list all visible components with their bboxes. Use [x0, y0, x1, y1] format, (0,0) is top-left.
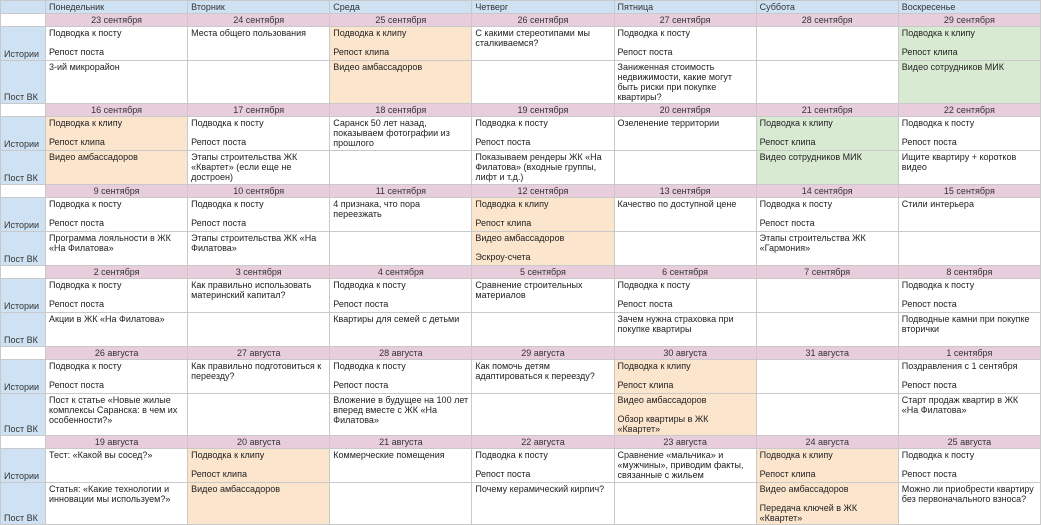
cell-gap: [191, 209, 326, 218]
stories-row: [1, 27, 1041, 61]
date-row-label[interactable]: [1, 14, 46, 27]
date-cell[interactable]: 4 сентября: [330, 266, 472, 279]
plan-cell[interactable]: [756, 313, 898, 347]
cell-gap: [191, 460, 326, 469]
cell-gap: [902, 460, 1037, 469]
cell-gap: [902, 38, 1037, 47]
cell-line-2: Репост поста: [475, 469, 531, 479]
cell-line-1: 3-ий микрорайон: [49, 62, 120, 72]
cell-line-1: Этапы строительства ЖК «Гармония»: [759, 233, 869, 253]
cell-line-1: Подводка к клипу: [759, 450, 833, 460]
date-cell[interactable]: 27 августа: [188, 347, 330, 360]
date-row: [1, 14, 1041, 27]
cell-line-1: Видео амбассадоров: [759, 484, 849, 494]
row-label-vk[interactable]: Пост ВК: [1, 313, 46, 347]
vk-post-row: [1, 232, 1041, 266]
cell-line-2: Репост клипа: [191, 469, 247, 479]
cell-gap: [333, 38, 468, 47]
plan-cell[interactable]: [330, 483, 472, 525]
cell-gap: [618, 38, 753, 47]
row-label-vk[interactable]: Пост ВК: [1, 61, 46, 104]
cell-line-2: Репост клипа: [333, 47, 390, 57]
cell-line-1: Подводка к посту: [49, 280, 122, 290]
row-label-stories[interactable]: Истории: [1, 198, 46, 232]
cell-line-2: Репост клипа: [617, 380, 674, 390]
vk-post-row: [1, 151, 1041, 185]
date-cell[interactable]: 15 сентября: [898, 185, 1040, 198]
plan-cell[interactable]: [898, 198, 1040, 232]
plan-cell[interactable]: [614, 232, 756, 266]
cell-line-2: Репост поста: [49, 380, 105, 390]
date-cell[interactable]: 10 сентября: [188, 185, 330, 198]
cell-gap: [618, 371, 753, 380]
cell-line-2: Репост поста: [191, 218, 247, 228]
date-cell[interactable]: 20 августа: [188, 436, 330, 449]
date-cell[interactable]: 18 сентября: [330, 104, 472, 117]
date-cell[interactable]: 16 сентября: [46, 104, 188, 117]
cell-line-1: Как правильно использовать материнский капитал?: [191, 280, 314, 300]
cell-line-1: Подводка к посту: [475, 118, 548, 128]
plan-cell[interactable]: [330, 27, 472, 61]
date-cell[interactable]: 25 сентября: [330, 14, 472, 27]
plan-cell[interactable]: [472, 151, 614, 185]
plan-cell[interactable]: [614, 449, 756, 483]
plan-cell[interactable]: [46, 61, 188, 104]
cell-line-1: Видео сотрудников МИК: [901, 62, 1004, 72]
cell-line-2: Репост поста: [333, 299, 389, 309]
cell-line-2: Репост клипа: [901, 47, 958, 57]
plan-cell[interactable]: [614, 27, 756, 61]
date-row: [1, 266, 1041, 279]
cell-line-1: Подводка к клипу: [475, 199, 549, 209]
cell-gap: [49, 38, 184, 47]
date-row-label[interactable]: [1, 436, 46, 449]
plan-cell[interactable]: [472, 449, 614, 483]
cell-line-2: Репост поста: [901, 137, 957, 147]
plan-cell[interactable]: [188, 117, 330, 151]
cell-line-1: Подводка к посту: [759, 199, 833, 209]
cell-line-2: Репост поста: [191, 137, 247, 147]
cell-gap: [475, 243, 610, 252]
cell-gap: [49, 209, 184, 218]
plan-cell[interactable]: [472, 117, 614, 151]
plan-cell[interactable]: [614, 360, 756, 394]
corner-cell[interactable]: [1, 1, 46, 14]
row-label-stories[interactable]: Истории: [1, 449, 46, 483]
cell-line-2: Репост поста: [49, 47, 105, 57]
plan-cell[interactable]: [756, 360, 898, 394]
plan-cell[interactable]: [898, 360, 1040, 394]
plan-cell[interactable]: [756, 449, 898, 483]
date-cell[interactable]: 1 сентября: [898, 347, 1040, 360]
date-cell[interactable]: 9 сентября: [46, 185, 188, 198]
plan-cell[interactable]: [756, 151, 898, 185]
plan-cell[interactable]: [898, 117, 1040, 151]
plan-cell[interactable]: [756, 232, 898, 266]
date-row: [1, 104, 1041, 117]
cell-line-1: Сравнение строительных материалов: [475, 280, 585, 300]
row-label-vk[interactable]: Пост ВК: [1, 483, 46, 525]
cell-gap: [333, 371, 468, 380]
plan-cell[interactable]: [188, 449, 330, 483]
cell-line-1: Подводка к посту: [49, 28, 122, 38]
date-row-label[interactable]: [1, 185, 46, 198]
cell-gap: [902, 128, 1037, 137]
row-label-stories[interactable]: Истории: [1, 360, 46, 394]
row-label-vk[interactable]: Пост ВК: [1, 232, 46, 266]
plan-cell[interactable]: [46, 151, 188, 185]
plan-cell[interactable]: [898, 279, 1040, 313]
row-label-stories[interactable]: Истории: [1, 117, 46, 151]
date-cell[interactable]: 5 сентября: [472, 266, 614, 279]
cell-line-1: Подводка к посту: [333, 361, 406, 371]
date-row-label[interactable]: [1, 347, 46, 360]
weekday-header[interactable]: Вторник: [188, 1, 330, 14]
plan-cell[interactable]: [188, 61, 330, 104]
plan-cell[interactable]: [472, 27, 614, 61]
cell-line-1: Квартиры для семей с детьми: [333, 314, 460, 324]
date-cell[interactable]: 27 сентября: [614, 14, 756, 27]
date-cell[interactable]: 17 сентября: [188, 104, 330, 117]
cell-line-1: Качество по доступной цене: [617, 199, 737, 209]
cell-line-1: Почему керамический кирпич?: [475, 484, 605, 494]
cell-line-1: Поздравления с 1 сентября: [901, 361, 1018, 371]
plan-cell[interactable]: [472, 232, 614, 266]
cell-gap: [618, 290, 753, 299]
plan-cell[interactable]: [614, 151, 756, 185]
plan-cell[interactable]: [46, 483, 188, 525]
cell-gap: [475, 209, 610, 218]
cell-line-1: Подводка к клипу: [333, 28, 407, 38]
cell-line-1: Зачем нужна страховка при покупке квартиры: [617, 314, 737, 334]
stories-row: [1, 449, 1041, 483]
cell-gap: [760, 460, 895, 469]
plan-cell[interactable]: [472, 360, 614, 394]
plan-cell[interactable]: [756, 279, 898, 313]
plan-cell[interactable]: [472, 61, 614, 104]
plan-cell[interactable]: [756, 117, 898, 151]
cell-gap: [760, 128, 895, 137]
date-cell[interactable]: 11 сентября: [330, 185, 472, 198]
cell-line-2: Эскроу-счета: [475, 252, 531, 262]
cell-line-2: Репост поста: [617, 299, 673, 309]
plan-cell[interactable]: [330, 394, 472, 436]
date-cell[interactable]: 19 сентября: [472, 104, 614, 117]
date-cell[interactable]: 8 сентября: [898, 266, 1040, 279]
cell-line-2: Обзор квартиры в ЖК «Квартет»: [617, 414, 711, 434]
cell-line-1: Видео амбассадоров: [475, 233, 565, 243]
cell-line-1: Статья: «Какие технологии и инновации мы используем?»: [49, 484, 172, 504]
date-cell[interactable]: 29 сентября: [898, 14, 1040, 27]
cell-gap: [49, 290, 184, 299]
cell-gap: [191, 128, 326, 137]
plan-cell[interactable]: [46, 27, 188, 61]
date-cell[interactable]: 22 августа: [472, 436, 614, 449]
cell-line-2: Репост поста: [333, 380, 389, 390]
cell-line-1: Подводка к посту: [475, 450, 548, 460]
plan-cell[interactable]: [330, 279, 472, 313]
cell-line-1: Ищите квартиру + коротков видео: [901, 152, 1019, 172]
plan-cell[interactable]: [188, 360, 330, 394]
cell-line-1: Подводка к посту: [617, 280, 690, 290]
date-cell[interactable]: 14 сентября: [756, 185, 898, 198]
plan-cell[interactable]: [614, 279, 756, 313]
cell-line-1: Как помочь детям адаптироваться к переезду?: [475, 361, 595, 381]
cell-line-1: Видео сотрудников МИК: [759, 152, 862, 162]
cell-line-2: Репост поста: [901, 380, 957, 390]
stories-row: [1, 279, 1041, 313]
plan-cell[interactable]: [756, 394, 898, 436]
date-cell[interactable]: 7 сентября: [756, 266, 898, 279]
cell-line-1: Этапы строительства ЖК «Квартет» (если еще не достроен): [191, 152, 300, 182]
date-row-label[interactable]: [1, 104, 46, 117]
vk-post-row: [1, 394, 1041, 436]
cell-line-1: Стили интерьера: [901, 199, 974, 209]
plan-cell[interactable]: [330, 360, 472, 394]
cell-line-1: Пост к статье «Новые жилые комплексы Саранска: в чем их особенности?»: [49, 395, 180, 425]
plan-cell[interactable]: [188, 483, 330, 525]
plan-cell[interactable]: [330, 198, 472, 232]
cell-gap: [475, 128, 610, 137]
cell-line-1: Видео амбассадоров: [49, 152, 138, 162]
weekday-header[interactable]: Суббота: [756, 1, 898, 14]
plan-cell[interactable]: [756, 27, 898, 61]
plan-cell[interactable]: [46, 360, 188, 394]
plan-cell[interactable]: [330, 232, 472, 266]
date-cell[interactable]: 24 августа: [756, 436, 898, 449]
plan-cell[interactable]: [330, 151, 472, 185]
cell-line-1: Программа лояльности в ЖК «На Филатова»: [49, 233, 174, 253]
date-cell[interactable]: 19 августа: [46, 436, 188, 449]
cell-line-1: Подводка к клипу: [901, 28, 975, 38]
cell-gap: [902, 290, 1037, 299]
date-cell[interactable]: 30 августа: [614, 347, 756, 360]
plan-cell[interactable]: [614, 117, 756, 151]
cell-line-1: Саранск 50 лет назад, показываем фотографии из прошлого: [333, 118, 453, 148]
stories-row: [1, 117, 1041, 151]
date-row-label[interactable]: [1, 266, 46, 279]
cell-line-2: Репост клипа: [759, 137, 816, 147]
plan-cell[interactable]: [614, 198, 756, 232]
date-cell[interactable]: 2 сентября: [46, 266, 188, 279]
plan-cell[interactable]: [330, 313, 472, 347]
cell-line-1: Показываем рендеры ЖК «На Филатова» (входные группы, лифт и т.д.): [475, 152, 605, 182]
cell-line-1: Видео амбассадоров: [333, 62, 423, 72]
cell-line-2: Репост поста: [901, 469, 957, 479]
cell-line-1: Подводка к посту: [49, 199, 122, 209]
date-cell[interactable]: 28 сентября: [756, 14, 898, 27]
date-cell[interactable]: 13 сентября: [614, 185, 756, 198]
date-cell[interactable]: 24 сентября: [188, 14, 330, 27]
plan-cell[interactable]: [614, 61, 756, 104]
stories-row: [1, 360, 1041, 394]
weekday-header[interactable]: Среда: [330, 1, 472, 14]
cell-line-1: Места общего пользования: [191, 28, 307, 38]
cell-line-1: Этапы строительства ЖК «На Филатова»: [191, 233, 319, 253]
cell-line-1: Старт продаж квартир в ЖК «На Филатова»: [901, 395, 1021, 415]
date-cell[interactable]: 28 августа: [330, 347, 472, 360]
cell-line-2: Репост клипа: [759, 469, 816, 479]
date-cell[interactable]: 23 сентября: [46, 14, 188, 27]
date-cell[interactable]: 20 сентября: [614, 104, 756, 117]
cell-gap: [760, 494, 895, 503]
plan-cell[interactable]: [898, 483, 1040, 525]
date-cell[interactable]: 26 августа: [46, 347, 188, 360]
plan-cell[interactable]: [898, 394, 1040, 436]
plan-cell[interactable]: [46, 198, 188, 232]
plan-cell[interactable]: [188, 27, 330, 61]
date-cell[interactable]: 25 августа: [898, 436, 1040, 449]
date-row: [1, 436, 1041, 449]
plan-cell[interactable]: [756, 198, 898, 232]
row-label-stories[interactable]: Истории: [1, 279, 46, 313]
plan-cell[interactable]: [898, 61, 1040, 104]
cell-gap: [49, 128, 184, 137]
plan-cell[interactable]: [46, 313, 188, 347]
cell-line-1: Заниженная стоимость недвижимости, какие могут быть риски при покупке квартиры?: [617, 62, 735, 102]
cell-gap: [760, 209, 895, 218]
cell-line-1: Подводка к клипу: [49, 118, 123, 128]
cell-gap: [618, 405, 753, 414]
cell-line-2: Репост поста: [49, 299, 105, 309]
cell-line-1: Подводные камни при покупке вторички: [901, 314, 1033, 334]
plan-cell[interactable]: [898, 313, 1040, 347]
plan-cell[interactable]: [188, 232, 330, 266]
weekday-header[interactable]: Воскресенье: [898, 1, 1040, 14]
plan-cell[interactable]: [46, 279, 188, 313]
cell-line-2: Репост поста: [49, 218, 105, 228]
plan-cell[interactable]: [188, 394, 330, 436]
cell-line-1: Подводка к клипу: [191, 450, 265, 460]
date-cell[interactable]: 3 сентября: [188, 266, 330, 279]
plan-cell[interactable]: [330, 61, 472, 104]
cell-gap: [902, 371, 1037, 380]
cell-line-2: Репост поста: [901, 299, 957, 309]
plan-cell[interactable]: [46, 449, 188, 483]
plan-cell[interactable]: [898, 27, 1040, 61]
row-label-vk[interactable]: Пост ВК: [1, 151, 46, 185]
plan-cell[interactable]: [472, 394, 614, 436]
date-cell[interactable]: 23 августа: [614, 436, 756, 449]
cell-line-1: Подводка к клипу: [759, 118, 833, 128]
date-row: [1, 347, 1041, 360]
date-cell[interactable]: 26 сентября: [472, 14, 614, 27]
plan-cell[interactable]: [614, 483, 756, 525]
plan-cell[interactable]: [46, 394, 188, 436]
cell-line-1: Видео амбассадоров: [191, 484, 281, 494]
weekday-header[interactable]: Понедельник: [46, 1, 188, 14]
cell-gap: [49, 371, 184, 380]
plan-cell[interactable]: [472, 198, 614, 232]
plan-cell[interactable]: [898, 151, 1040, 185]
cell-line-2: Репост поста: [759, 218, 815, 228]
cell-line-1: Подводка к посту: [901, 118, 975, 128]
plan-cell[interactable]: [188, 198, 330, 232]
cell-line-1: Подводка к посту: [191, 118, 264, 128]
weekday-header[interactable]: Пятница: [614, 1, 756, 14]
date-cell[interactable]: 22 сентября: [898, 104, 1040, 117]
cell-line-1: Вложение в будущее на 100 лет вперед вместе с ЖК «На Филатова»: [333, 395, 471, 425]
plan-cell[interactable]: [46, 117, 188, 151]
cell-line-2: Репост поста: [617, 47, 673, 57]
cell-line-2: Репост поста: [475, 137, 531, 147]
plan-cell[interactable]: [898, 449, 1040, 483]
plan-cell[interactable]: [756, 61, 898, 104]
date-cell[interactable]: 29 августа: [472, 347, 614, 360]
weekday-header[interactable]: Четверг: [472, 1, 614, 14]
vk-post-row: [1, 313, 1041, 347]
cell-line-1: Можно ли приобрести квартиру без первоначального взноса?: [901, 484, 1037, 504]
cell-line-1: Коммерческие помещения: [333, 450, 445, 460]
cell-line-2: Репост клипа: [49, 137, 105, 147]
stories-row: [1, 198, 1041, 232]
cell-line-1: Подводка к клипу: [617, 361, 691, 371]
date-cell[interactable]: 21 сентября: [756, 104, 898, 117]
cell-line-1: Как правильно подготовиться к переезду?: [191, 361, 324, 381]
date-cell[interactable]: 21 августа: [330, 436, 472, 449]
date-cell[interactable]: 12 сентября: [472, 185, 614, 198]
plan-cell[interactable]: [614, 313, 756, 347]
cell-line-1: Подводка к посту: [49, 361, 122, 371]
cell-line-1: Тест: «Какой вы сосед?»: [49, 450, 153, 460]
plan-cell[interactable]: [898, 232, 1040, 266]
cell-line-2: Репост клипа: [475, 218, 532, 228]
plan-cell[interactable]: [472, 279, 614, 313]
cell-line-1: Акции в ЖК «На Филатова»: [49, 314, 165, 324]
row-label-stories[interactable]: Истории: [1, 27, 46, 61]
plan-cell[interactable]: [330, 449, 472, 483]
date-cell[interactable]: 31 августа: [756, 347, 898, 360]
vk-post-row: [1, 61, 1041, 104]
cell-line-1: Подводка к посту: [617, 28, 690, 38]
plan-cell[interactable]: [188, 313, 330, 347]
plan-cell[interactable]: [188, 279, 330, 313]
date-row: [1, 185, 1041, 198]
cell-line-1: Подводка к посту: [333, 280, 406, 290]
plan-cell[interactable]: [756, 483, 898, 525]
cell-gap: [475, 460, 610, 469]
cell-line-1: Озеленение территории: [617, 118, 720, 128]
cell-line-1: С какими стереотипами мы сталкиваемся?: [475, 28, 593, 48]
cell-line-1: Видео амбассадоров: [617, 395, 707, 405]
cell-line-1: Подводка к посту: [191, 199, 264, 209]
plan-cell[interactable]: [188, 151, 330, 185]
cell-gap: [333, 290, 468, 299]
date-cell[interactable]: 6 сентября: [614, 266, 756, 279]
row-label-vk[interactable]: Пост ВК: [1, 394, 46, 436]
plan-cell[interactable]: [614, 394, 756, 436]
weekday-header-row: [1, 1, 1041, 14]
cell-line-1: Подводка к посту: [901, 280, 975, 290]
cell-line-1: Подводка к посту: [901, 450, 975, 460]
vk-post-row: [1, 483, 1041, 525]
plan-cell[interactable]: [46, 232, 188, 266]
cell-line-1: Сравнение «мальчика» и «мужчины», приводим факты, связанные с жильем: [617, 450, 746, 480]
cell-line-1: 4 признака, что пора переезжать: [333, 199, 423, 219]
plan-cell[interactable]: [472, 483, 614, 525]
cell-line-2: Передача ключей в ЖК «Квартет»: [759, 503, 860, 523]
plan-cell[interactable]: [330, 117, 472, 151]
plan-cell[interactable]: [472, 313, 614, 347]
